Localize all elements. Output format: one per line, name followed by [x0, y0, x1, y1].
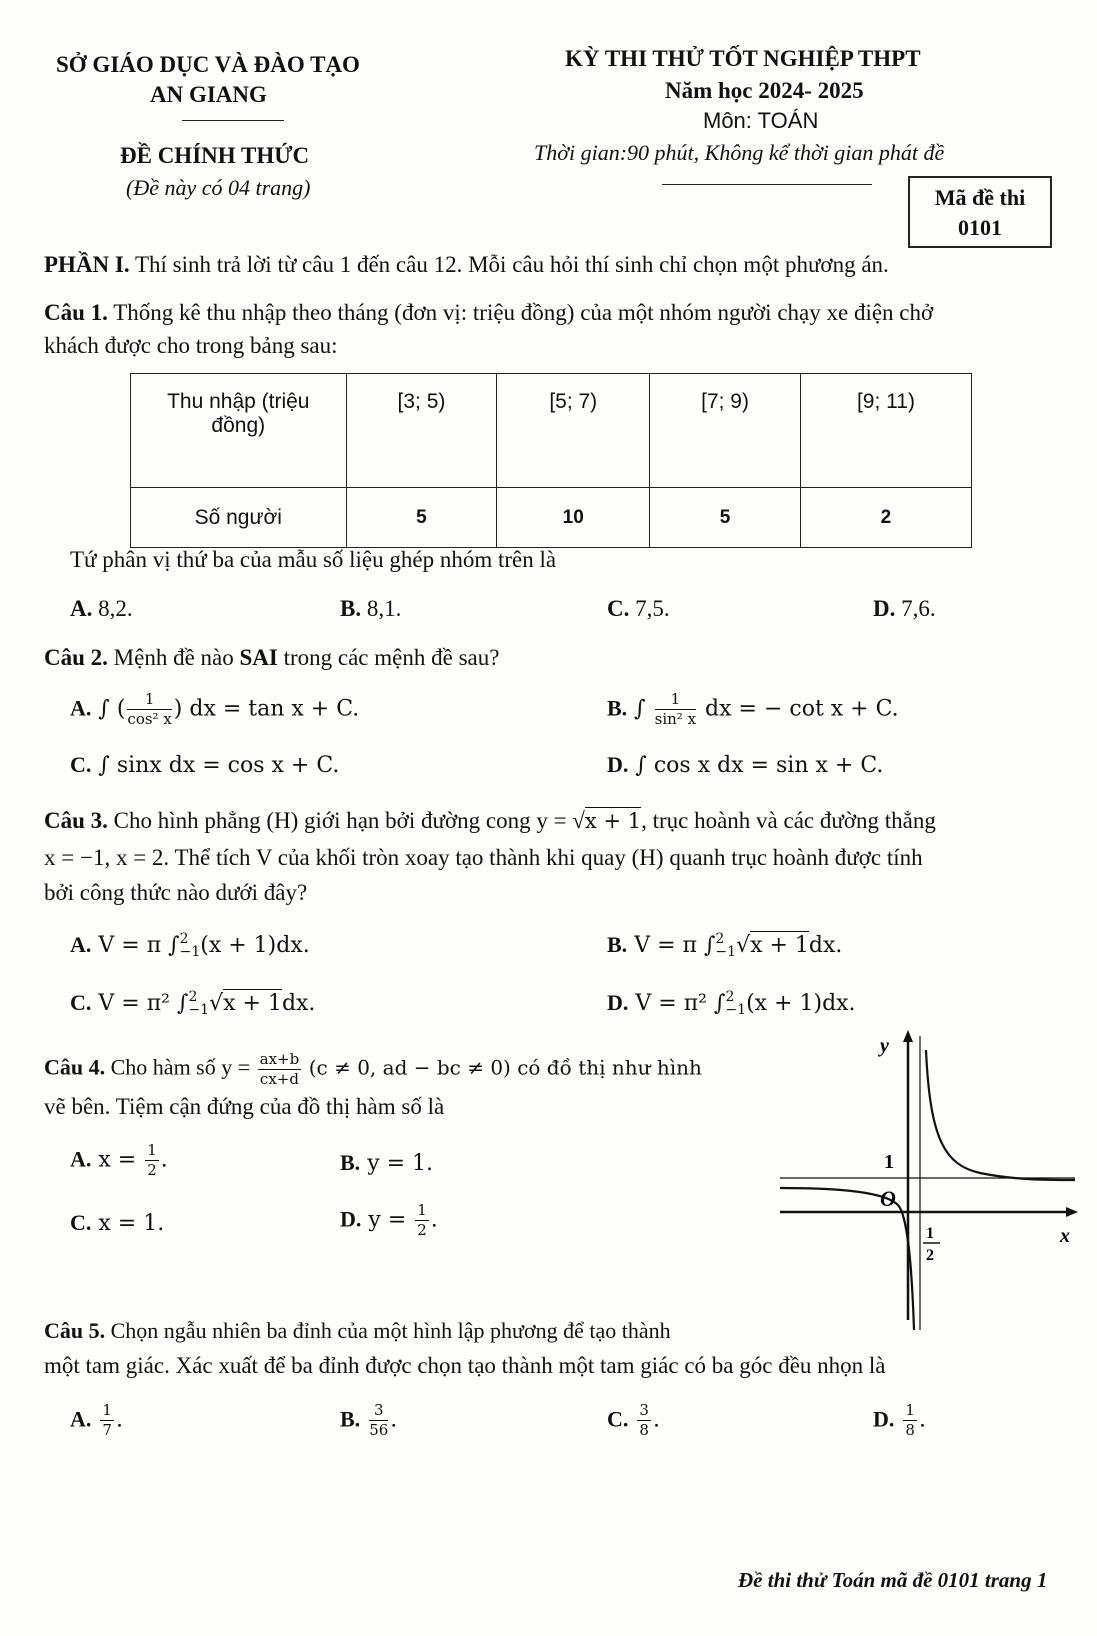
y-axis-label: y: [880, 1035, 889, 1057]
option-letter: A.: [70, 932, 92, 957]
option-prefix: V = π² ∫: [635, 991, 726, 1016]
numerator: 1: [655, 692, 696, 710]
option-letter: C.: [70, 1210, 92, 1235]
option-suffix: .: [390, 1407, 398, 1433]
option-text: x = 1.: [98, 1211, 165, 1236]
option-letter: B.: [607, 695, 628, 721]
q1-question: Tứ phân vị thứ ba của mẫu số liệu ghép nhóm trên là: [70, 547, 557, 572]
option-letter: A.: [70, 596, 93, 621]
q2-text-bold: SAI: [239, 645, 278, 670]
option-text: (x + 1)dx.: [746, 991, 856, 1016]
upper-limit: 2: [188, 989, 198, 1005]
option-letter: D.: [873, 1406, 895, 1432]
half-numerator-label: 1: [926, 1225, 934, 1242]
curve-right-branch: [926, 1050, 1075, 1180]
numerator: ax+b: [259, 1050, 300, 1068]
option-prefix: V = π ∫: [98, 933, 180, 958]
fraction: [655, 692, 696, 727]
q5-option-d[interactable]: [873, 1403, 926, 1438]
q2-label: Câu 2.: [44, 645, 108, 670]
table-header-line1: Thu nhập (triệu: [167, 390, 310, 413]
q3-option-a[interactable]: [70, 932, 310, 959]
q3-option-c[interactable]: C. V = π² ∫2 −1√x + 1dx.: [70, 989, 316, 1018]
part1-text: Thí sinh trả lời từ câu 1 đến câu 12. Mỗi câu hỏi thí sinh chỉ chọn một phương án.: [134, 252, 889, 277]
integral-limits: [188, 991, 209, 1017]
count-label-cell: Số người: [131, 488, 347, 548]
q3-text-post: , trục hoành và các đường thẳng: [641, 808, 936, 833]
sqrt-expression: x + 1: [750, 933, 809, 958]
q1-option-c[interactable]: [607, 596, 670, 622]
school-year: Năm học 2024- 2025: [665, 78, 864, 103]
upper-limit: 2: [179, 931, 189, 947]
q5-option-a[interactable]: [70, 1403, 123, 1438]
option-text: dx.: [281, 991, 316, 1016]
option-letter: B.: [340, 1406, 361, 1432]
count-cell: 2: [800, 488, 971, 548]
q3-text-line2: x = −1, x = 2. Thể tích V của khối tròn xoay tạo thành khi quay (H) quanh trục hoành được tính: [44, 845, 923, 870]
q5-label: Câu 5.: [44, 1318, 106, 1343]
q3-text-line3: bởi công thức nào dưới đây?: [44, 880, 308, 905]
option-letter: D.: [607, 990, 629, 1015]
q1-option-b[interactable]: [340, 596, 401, 622]
numerator: 1: [417, 1201, 427, 1219]
q4-text-pre: Cho hàm số y =: [110, 1054, 251, 1080]
q4-label: Câu 4.: [44, 1054, 106, 1080]
q3-option-d[interactable]: [607, 990, 856, 1017]
lower-limit: −1: [715, 944, 737, 960]
option-letter: C.: [607, 1406, 629, 1432]
q4-text-line1: [44, 1052, 702, 1087]
q2-text-post: trong các mệnh đề sau?: [283, 645, 500, 670]
denominator: 2: [417, 1221, 427, 1239]
lower-limit: −1: [179, 944, 201, 960]
interval-cell: [9; 11): [800, 374, 971, 488]
option-letter: B.: [340, 1150, 361, 1175]
q1-label: Câu 1.: [44, 300, 108, 325]
denominator: sin² x: [654, 710, 697, 728]
income-table: [130, 373, 972, 548]
q4-option-c[interactable]: [70, 1210, 164, 1236]
denominator: 8: [639, 1421, 649, 1439]
fraction: [903, 1403, 917, 1438]
exam-code-label: Mã đề thi: [934, 185, 1026, 210]
q3-label: Câu 3.: [44, 808, 108, 833]
q2-text-pre: Mệnh đề nào: [113, 645, 234, 670]
numerator: 1: [102, 1401, 112, 1419]
option-text: y = 1.: [367, 1151, 434, 1176]
option-letter: D.: [607, 752, 629, 777]
table-header-cell: [131, 374, 347, 488]
interval-cell: [5; 7): [497, 374, 650, 488]
y-axis-arrow: [903, 1030, 913, 1042]
numerator: 1: [905, 1401, 915, 1419]
department-name: SỞ GIÁO DỤC VÀ ĐÀO TẠO: [56, 52, 360, 77]
q5-text-line1: [44, 1318, 671, 1344]
q3-text-pre: Cho hình phẳng (H) giới hạn bởi đường cong y =: [113, 808, 567, 833]
fraction: [100, 1403, 114, 1438]
sqrt-expression: x + 1: [223, 991, 282, 1016]
q2-option-b[interactable]: B. ∫ $\frac{1}{\text{sin² x}}$ dx = − cot x + C.: [607, 690, 899, 728]
q5-option-c[interactable]: [607, 1403, 660, 1438]
q2-option-d[interactable]: [607, 752, 883, 778]
fraction: [145, 1143, 159, 1178]
half-denominator-label: 2: [926, 1247, 934, 1264]
q5-option-b[interactable]: [340, 1403, 397, 1438]
exam-title: KỲ THI THỬ TỐT NGHIỆP THPT: [565, 46, 921, 71]
denominator: 7: [102, 1421, 112, 1439]
page-footer: Đề thi thử Toán mã đề 0101 trang 1: [738, 1568, 1048, 1592]
q3-option-b[interactable]: B. V = π ∫2 −1√x + 1dx.: [607, 931, 843, 960]
option-suffix: .: [430, 1207, 438, 1233]
option-letter: D.: [873, 596, 896, 621]
q4-condition: (c ≠ 0, ad − bc ≠ 0) có đồ thị như hình: [308, 1055, 702, 1080]
option-prefix: x =: [98, 1147, 137, 1173]
interval-cell: [3; 5): [346, 374, 497, 488]
interval-cell: [7; 9): [650, 374, 801, 488]
option-suffix: .: [115, 1407, 123, 1433]
option-letter: C.: [70, 990, 92, 1015]
fraction: [637, 1403, 651, 1438]
q3-text-line1: Câu 3. Cho hình phẳng (H) giới hạn bởi đường cong y = √x + 1, trục hoành và các đường thẳng: [44, 808, 936, 833]
x-axis-label: x: [1060, 1225, 1070, 1247]
q4-option-b[interactable]: [340, 1150, 433, 1176]
option-text: ∫ sinx dx = cos x + C.: [98, 753, 340, 778]
numerator: 1: [127, 692, 171, 710]
hyperbola-graph: [780, 1030, 1080, 1330]
option-suffix: .: [918, 1407, 926, 1433]
q5-text-line2: một tam giác. Xác xuất để ba đỉnh được chọn tạo thành một tam giác có ba góc đều nhọn là: [44, 1353, 886, 1378]
option-letter: C.: [607, 596, 630, 621]
y-one-label: 1: [884, 1151, 894, 1173]
q1-text-line1: [44, 300, 933, 326]
table-header-line2: đồng): [211, 414, 266, 437]
exam-code-box: [908, 176, 1052, 248]
numerator: 1: [147, 1141, 157, 1159]
q1-text: Thống kê thu nhập theo tháng (đơn vị: triệu đồng) của một nhóm người chạy xe điện chở: [113, 300, 934, 325]
table-row: [131, 374, 972, 488]
option-prefix: V = π ∫: [634, 933, 716, 958]
option-text: (x + 1)dx.: [200, 933, 310, 958]
subject: Môn: TOÁN: [703, 108, 819, 133]
option-suffix: .: [652, 1407, 660, 1433]
option-text: ∫ cos x dx = sin x + C.: [635, 753, 884, 778]
upper-limit: 2: [725, 989, 735, 1005]
option-text: dx.: [808, 933, 843, 958]
province-name: AN GIANG: [150, 82, 267, 107]
pages-note: (Đề này có 04 trang): [126, 175, 311, 200]
option-prefix: V = π² ∫: [98, 991, 189, 1016]
option-letter: B.: [340, 596, 362, 621]
q5-text: Chọn ngẫu nhiên ba đỉnh của một hình lập phương để tạo thành: [110, 1318, 671, 1343]
denominator: cx+d: [259, 1070, 299, 1088]
option-letter: A.: [70, 695, 92, 721]
denominator: 2: [147, 1161, 157, 1179]
part1-label: PHẦN I.: [44, 252, 130, 277]
option-text: 8,1.: [366, 596, 402, 621]
integral-limits: [725, 991, 746, 1017]
official-label: ĐỀ CHÍNH THỨC: [120, 143, 310, 168]
fraction: [127, 692, 171, 727]
q2-option-a[interactable]: A. ∫ ( $\frac{1}{\text{cos² x}}$ ) dx = tan x + C.: [70, 690, 360, 728]
denominator: cos² x: [127, 710, 172, 728]
q4-option-d[interactable]: [340, 1203, 438, 1238]
numerator: 3: [639, 1401, 649, 1419]
lower-limit: −1: [725, 1002, 747, 1018]
option-text: 7,6.: [901, 596, 936, 621]
q2-text: [44, 645, 499, 671]
option-letter: A.: [70, 1146, 92, 1172]
q1-text-line2: khách được cho trong bảng sau:: [44, 333, 338, 358]
option-suffix: .: [160, 1147, 168, 1173]
fraction: [415, 1203, 429, 1238]
header-divider-right: [662, 184, 872, 185]
option-text: 8,2.: [98, 596, 133, 621]
numerator: 3: [369, 1403, 388, 1421]
denominator: 56: [369, 1421, 389, 1439]
option-letter: B.: [607, 932, 628, 957]
q2-option-c[interactable]: [70, 752, 339, 778]
x-axis-arrow: [1066, 1207, 1078, 1217]
q1-option-a[interactable]: [70, 596, 133, 622]
option-letter: C.: [70, 752, 92, 777]
upper-limit: 2: [715, 931, 725, 947]
count-cell: 5: [650, 488, 801, 548]
origin-label: O: [880, 1186, 896, 1211]
option-text: 7,5.: [635, 596, 670, 621]
option-letter: A.: [70, 1406, 92, 1432]
fraction: [258, 1052, 302, 1087]
sqrt-expression: x + 1: [584, 809, 642, 833]
q1-option-d[interactable]: [873, 596, 936, 622]
option-prefix: y =: [368, 1207, 407, 1233]
fraction: [369, 1403, 388, 1438]
table-row: [131, 488, 972, 548]
integral-limits: [715, 933, 736, 959]
count-cell: 10: [497, 488, 650, 548]
header-divider-left: [182, 120, 284, 121]
denominator: 8: [905, 1421, 915, 1439]
q4-option-a[interactable]: [70, 1143, 168, 1178]
lower-limit: −1: [188, 1002, 210, 1018]
count-cell: 5: [346, 488, 497, 548]
q4-text-line2: vẽ bên. Tiệm cận đứng của đồ thị hàm số là: [44, 1094, 445, 1119]
option-letter: D.: [340, 1206, 362, 1232]
option-text: dx = tan x + C.: [189, 696, 360, 722]
option-text: dx = − cot x + C.: [705, 696, 899, 722]
integral-limits: [180, 933, 201, 959]
exam-time: Thời gian:90 phút, Không kể thời gian phát đề: [534, 140, 945, 165]
exam-code-value: 0101: [958, 215, 1002, 240]
part1-instruction: [44, 252, 889, 278]
